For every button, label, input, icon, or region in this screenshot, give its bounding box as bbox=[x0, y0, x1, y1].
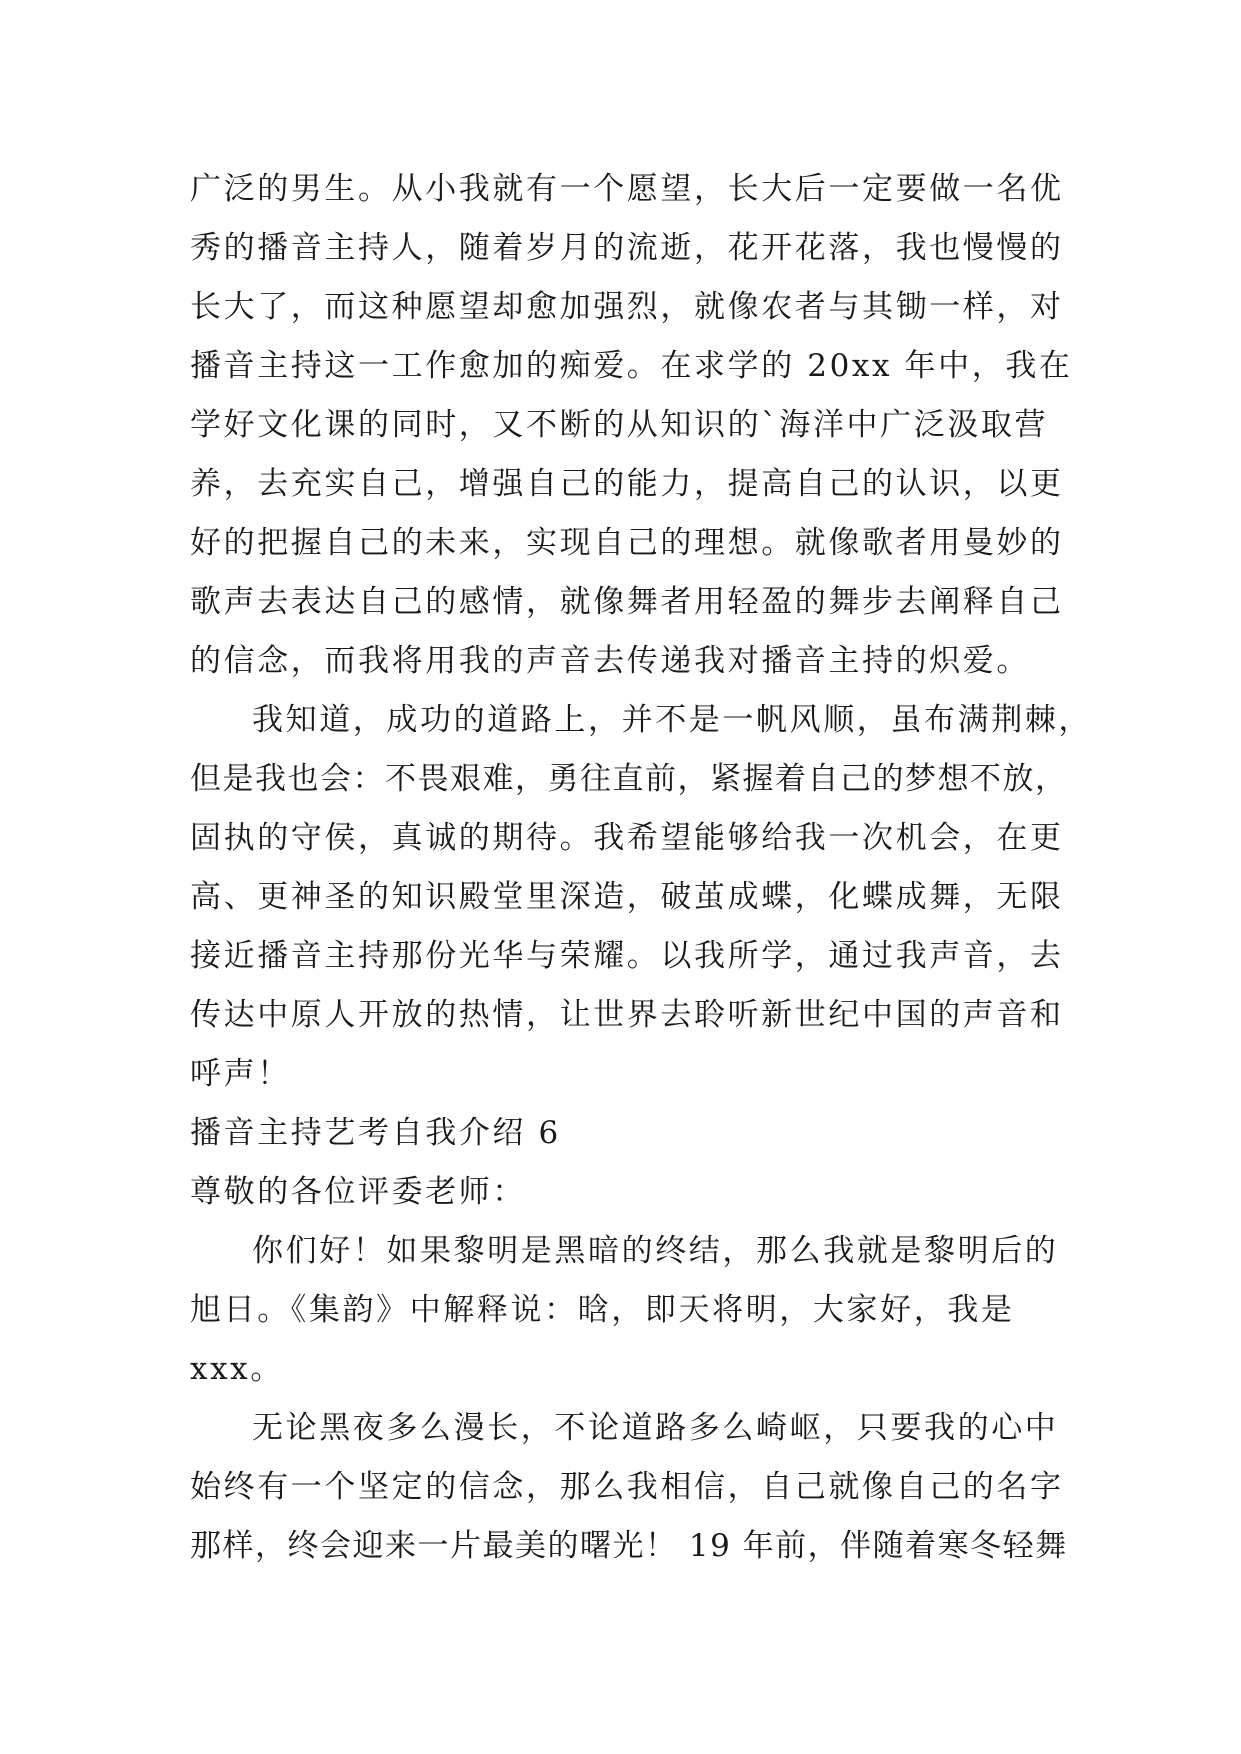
paragraph-first-line: 我知道，成功的道路上，并不是一帆风顺，虽布满荆棘， bbox=[252, 702, 1092, 738]
text-line: 始终有一个坚定的信念，那么我相信，自己就像自己的名字 bbox=[190, 1469, 1064, 1505]
text-line: 播音主持这一工作愈加的痴爱。在求学的 20xx 年中，我在 bbox=[190, 348, 1073, 384]
text-line: 呼声！ bbox=[190, 1056, 291, 1092]
text-line: 学好文化课的同时，又不断的从知识的`海洋中广泛汲取营 bbox=[190, 407, 1049, 443]
salutation: 尊敬的各位评委老师： bbox=[190, 1174, 526, 1210]
text-line: 但是我也会：不畏艰难，勇往直前，紧握着自己的梦想不放， bbox=[190, 761, 1068, 797]
text-line: 固执的守侯，真诚的期待。我希望能够给我一次机会，在更 bbox=[190, 820, 1064, 856]
text-line: 秀的播音主持人，随着岁月的流逝，花开花落，我也慢慢的 bbox=[190, 230, 1064, 266]
text-line: 传达中原人开放的热情，让世界去聆听新世纪中国的声音和 bbox=[190, 997, 1064, 1033]
text-line: 好的把握自己的未来，实现自己的理想。就像歌者用曼妙的 bbox=[190, 525, 1064, 561]
text-line: xxx。 bbox=[190, 1351, 284, 1387]
text-line: 高、更神圣的知识殿堂里深造，破茧成蝶，化蝶成舞，无限 bbox=[190, 879, 1064, 915]
text-line: 旭日。《集韵》中解释说：晗，即天将明，大家好，我是 bbox=[190, 1292, 1015, 1328]
text-line: 那样，终会迎来一片最美的曙光！ 19 年前，伴随着寒冬轻舞 bbox=[190, 1528, 1068, 1564]
document-body bbox=[190, 160, 1092, 1576]
text-line: 的信念，而我将用我的声音去传递我对播音主持的炽爱。 bbox=[190, 643, 1030, 679]
paragraph-first-line: 无论黑夜多么漫长，不论道路多么崎岖，只要我的心中 bbox=[252, 1410, 1059, 1446]
section-heading: 播音主持艺考自我介绍 6 bbox=[190, 1115, 561, 1151]
text-line: 养，去充实自己，增强自己的能力，提高自己的认识，以更 bbox=[190, 466, 1064, 502]
text-line: 歌声去表达自己的感情，就像舞者用轻盈的舞步去阐释自己 bbox=[190, 584, 1064, 620]
text-line: 广泛的男生。从小我就有一个愿望，长大后一定要做一名优 bbox=[190, 171, 1064, 207]
paragraph-first-line: 你们好！如果黎明是黑暗的终结，那么我就是黎明后的 bbox=[252, 1233, 1059, 1269]
text-line: 长大了，而这种愿望却愈加强烈，就像农者与其锄一样，对 bbox=[190, 289, 1064, 325]
text-line: 接近播音主持那份光华与荣耀。以我所学，通过我声音，去 bbox=[190, 938, 1064, 974]
